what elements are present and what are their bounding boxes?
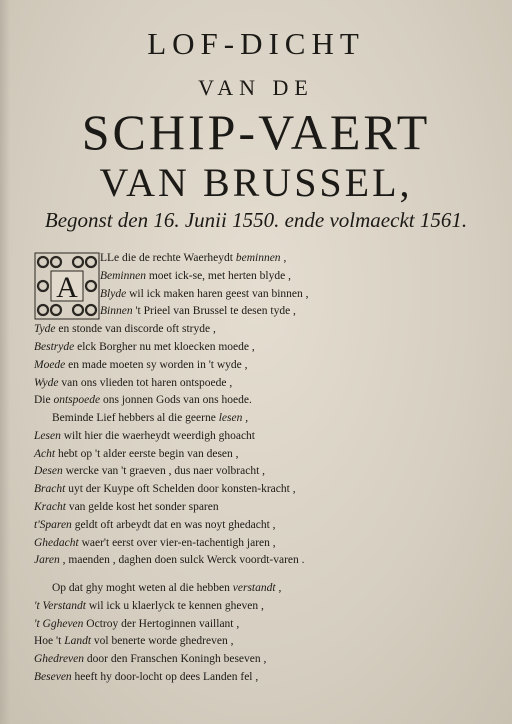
title-line-1: LOF-DICHT [147,26,365,61]
verse-text: elck Borgher nu met kloecken moede , [74,340,255,353]
verse-line [34,286,494,304]
verse-keyword: Bestryde [34,340,75,353]
verse-keyword: Jaren [34,554,60,567]
verse-text: Octroy der Hertoginnen vaillant , [83,617,240,630]
verse-keyword: ontspoede [53,394,101,407]
verse-text: van ons vlieden tot haren ontspoede , [58,376,233,389]
verse-keyword: Acht [34,447,56,460]
verse-text: , [280,252,287,264]
verse-line [34,481,494,499]
verse-text: en made moeten sy worden in 't wyde , [65,358,248,371]
verse-line [34,410,494,428]
verse-keyword: 't Verstandt [34,599,86,612]
verse-line [34,669,494,687]
verse-text: LLe die de rechte Waerheydt [100,252,236,264]
verse-line [34,268,494,286]
verse-line [34,339,494,357]
verse-line [34,580,494,598]
verse-line [34,651,494,669]
verse-keyword: Beseven [34,670,72,683]
verse-keyword: t'Sparen [34,518,72,531]
stanza-3 [34,580,494,687]
verse-keyword: Beminnen [100,269,146,282]
verse-line [34,446,494,464]
verse-line [34,517,494,535]
verse-text: 't Prieel van Brussel te desen tyde , [132,305,296,318]
verse-line [34,633,494,651]
verse-text: waer't eerst over vier-en-tachentigh jaren , [78,536,276,549]
verse-keyword: Binnen [100,305,133,318]
verse-line [34,250,494,268]
title-line-4: VAN BRUSSEL, [99,160,413,205]
verse-line [34,598,494,616]
verse-text: Die [34,394,54,407]
stanza-1 [34,250,494,410]
verse-line [34,616,494,634]
verse-line [34,375,494,393]
stanza-2 [34,410,494,570]
verse-keyword: Bracht [34,483,66,496]
verse-text: , [275,582,282,594]
verse-text: wilt hier die waerheydt weerdigh ghoacht [60,429,255,442]
verse-keyword: Blyde [100,287,127,300]
verse-text: wercke van 't graeven , dus naer volbracht , [62,465,266,478]
verse-text: en stonde van discorde oft stryde , [55,323,216,336]
verse-text: door den Franschen Koningh beseven , [84,653,267,666]
verse-keyword: Ghedreven [34,653,85,666]
verse-keyword: lesen [218,412,243,424]
verse-text: Op dat ghy moght weten al die hebben [52,582,233,594]
title-line-2: VAN DE [198,75,314,100]
verse-keyword: Wyde [34,376,59,389]
verse-text: , maenden , daghen doen sulck Werck voordt-varen . [59,554,305,567]
subtitle: Begonst den 16. Junii 1550. ende volmaeckt 1561. [44,208,468,232]
verse-text: wil ick u klaerlyck te kennen gheven , [85,599,264,612]
drop-cap-letter: A [56,271,78,304]
verse-line [34,303,494,321]
verse-text: heeft hy door-locht op dees Landen fel , [71,670,259,683]
verse-line [34,535,494,553]
verse-line [34,428,494,446]
verse-text: ons jonnen Gods van ons hoede. [100,394,252,407]
verse-line [34,392,494,410]
verse-text: vol benerte worde ghedreven , [91,635,234,648]
verse-keyword: 't Ggheven [34,617,84,630]
verse-text: , [242,412,249,424]
verse-keyword: verstandt [232,582,276,594]
verse-text: Hoe 't [34,635,65,648]
verse-line [34,499,494,517]
verse-keyword: Desen [34,465,63,478]
verse-keyword: Landt [64,635,92,648]
verse-keyword: beminnen [235,252,281,264]
verse-text: moet ick-se, met herten blyde , [145,269,291,282]
verse-keyword: Ghedacht [34,536,79,549]
verse-text: van gelde kost het sonder sparen [65,500,219,513]
verse-keyword: Tyde [34,323,56,336]
verse-text: geldt oft arbeydt dat en was noyt ghedacht , [71,518,276,531]
verse-keyword: Lesen [34,429,61,442]
verse-text: wil ick maken haren geest van binnen , [126,287,309,300]
verse-text: uyt der Kuype oft Schelden door konsten-kracht , [65,483,296,496]
verse-line [34,463,494,481]
verse-keyword: Kracht [34,500,66,513]
verse-text: Beminde Lief hebbers al die geerne [52,412,219,424]
verse-line [34,552,494,570]
verse-line [34,357,494,375]
verse-line [34,321,494,339]
title-line-3: SCHIP-VAERT [81,104,431,160]
verse-keyword: Moede [34,358,66,371]
verse-text: hebt op 't alder eerste begin van desen , [55,447,239,460]
